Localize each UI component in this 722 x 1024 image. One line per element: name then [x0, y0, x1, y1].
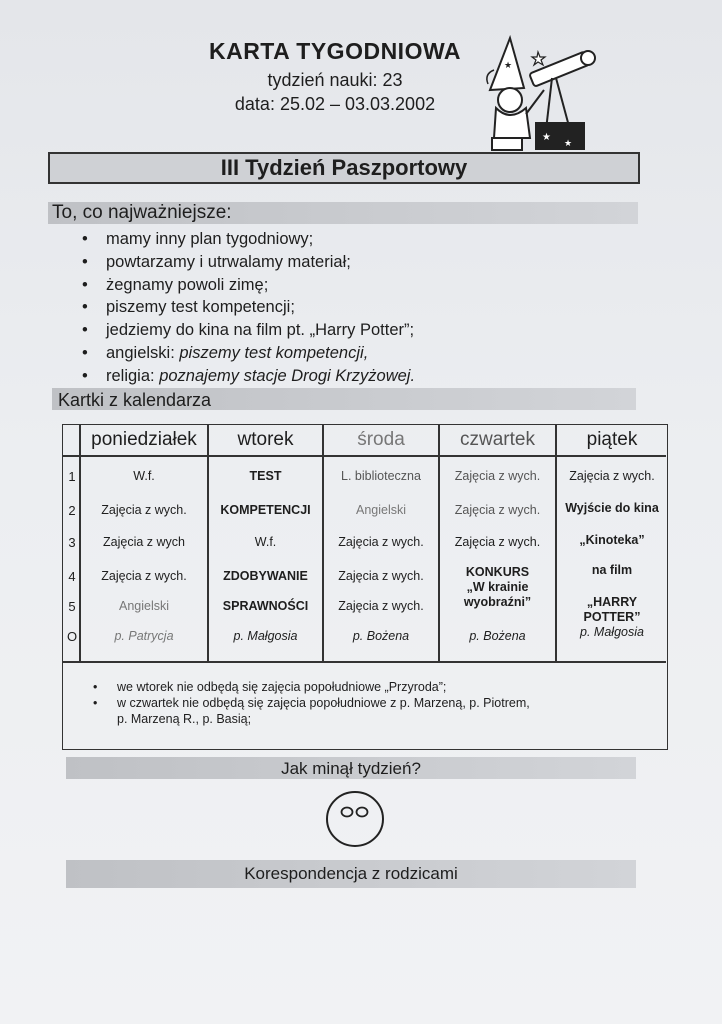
monday-cell: Zajęcia z wych.: [101, 569, 187, 583]
row-number: 5: [68, 599, 76, 614]
monday-cell: Angielski: [118, 599, 170, 613]
wednesday-teacher: p. Bożena: [352, 629, 410, 643]
monday-cell: Zajęcia z wych.: [101, 503, 187, 517]
important-heading: To, co najważniejsze:: [52, 202, 232, 223]
passport-week-banner: III Tydzień Paszportowy: [48, 152, 640, 184]
friday-teacher: p. Małgosia: [580, 625, 644, 639]
row-number: 4: [68, 569, 76, 584]
list-item: • angielski: piszemy test kompetencji,: [80, 342, 415, 365]
day-header-wednesday: środa: [357, 429, 405, 450]
week-question: Jak minął tydzień?: [281, 759, 421, 778]
friday-cell: „Kinoteka”: [579, 533, 645, 547]
wednesday-cell: Zajęcia z wych.: [338, 535, 424, 549]
wednesday-cell: Zajęcia z wych.: [338, 569, 424, 583]
study-week: tydzień nauki: 23: [267, 70, 403, 90]
monday-cell: Zajęcia z wych: [103, 535, 185, 549]
wednesday-cell: Angielski: [355, 503, 407, 517]
note-item: • we wtorek nie odbędą się zajęcia popołudniowe „Przyroda”;: [89, 679, 649, 695]
row-number: 3: [68, 535, 76, 550]
tuesday-cell: W.f.: [254, 535, 277, 549]
row-number: 1: [68, 469, 76, 484]
thursday-cell: Zajęcia z wych.: [454, 469, 541, 483]
day-header-monday: poniedziałek: [91, 429, 197, 450]
day-header-tuesday: wtorek: [237, 429, 294, 450]
tuesday-cell: ZDOBYWANIE: [223, 569, 308, 583]
thursday-contest: KONKURS: [465, 565, 530, 579]
list-item: • mamy inny plan tygodniowy;: [80, 228, 415, 251]
svg-text:★: ★: [504, 60, 513, 70]
row-number: O: [66, 629, 78, 644]
tuesday-teacher: p. Małgosia: [233, 629, 298, 643]
smiley-face-icon: [325, 790, 385, 848]
wednesday-cell: L. biblioteczna: [341, 469, 421, 483]
svg-text:★: ★: [542, 132, 551, 143]
friday-cell: Zajęcia z wych.: [569, 469, 655, 483]
monday-teacher: p. Patrycja: [114, 629, 174, 643]
tuesday-cell: TEST: [249, 469, 282, 483]
list-item: • piszemy test kompetencji;: [80, 296, 415, 319]
date-range: data: 25.02 – 03.03.2002: [234, 94, 436, 114]
tuesday-cell: SPRAWNOŚCI: [222, 599, 309, 613]
thursday-cell: Zajęcia z wych.: [454, 535, 541, 549]
list-item: • żegnamy powoli zimę;: [80, 274, 415, 297]
note-item: • w czwartek nie odbędą się zajęcia popołudniowe z p. Marzeną, p. Piotrem,: [89, 695, 649, 711]
thursday-contest-title: „W krainie wyobraźni”: [463, 580, 532, 609]
day-header-thursday: czwartek: [460, 429, 535, 450]
calendar-heading: Kartki z kalendarza: [58, 390, 212, 410]
row-number: 2: [68, 503, 76, 518]
day-header-friday: piątek: [586, 429, 638, 450]
friday-cell: na film: [591, 563, 633, 577]
tuesday-cell: KOMPETENCJI: [220, 503, 311, 517]
parents-correspondence: Korespondencja z rodzicami: [244, 864, 458, 883]
monday-cell: W.f.: [133, 469, 155, 483]
thursday-teacher: p. Bożena: [469, 629, 526, 643]
calendar-notes: [89, 679, 649, 727]
calendar-table: [62, 424, 668, 750]
card-title: KARTA TYGODNIOWA: [208, 38, 462, 64]
friday-cell: Wyjście do kina: [565, 501, 659, 515]
important-list: [80, 228, 415, 388]
wednesday-cell: Zajęcia z wych.: [338, 599, 424, 613]
note-item: p. Marzeną R., p. Basią;: [117, 712, 252, 726]
svg-text:★: ★: [564, 138, 573, 148]
list-item: • religia: poznajemy stacje Drogi Krzyżowej.: [80, 365, 415, 388]
friday-cell: „HARRY POTTER”: [583, 595, 641, 624]
wizard-telescope-illustration: [480, 30, 600, 155]
thursday-cell: Zajęcia z wych.: [454, 503, 541, 517]
list-item: • powtarzamy i utrwalamy materiał;: [80, 251, 415, 274]
list-item: • jedziemy do kina na film pt. „Harry Potter”;: [80, 319, 415, 342]
